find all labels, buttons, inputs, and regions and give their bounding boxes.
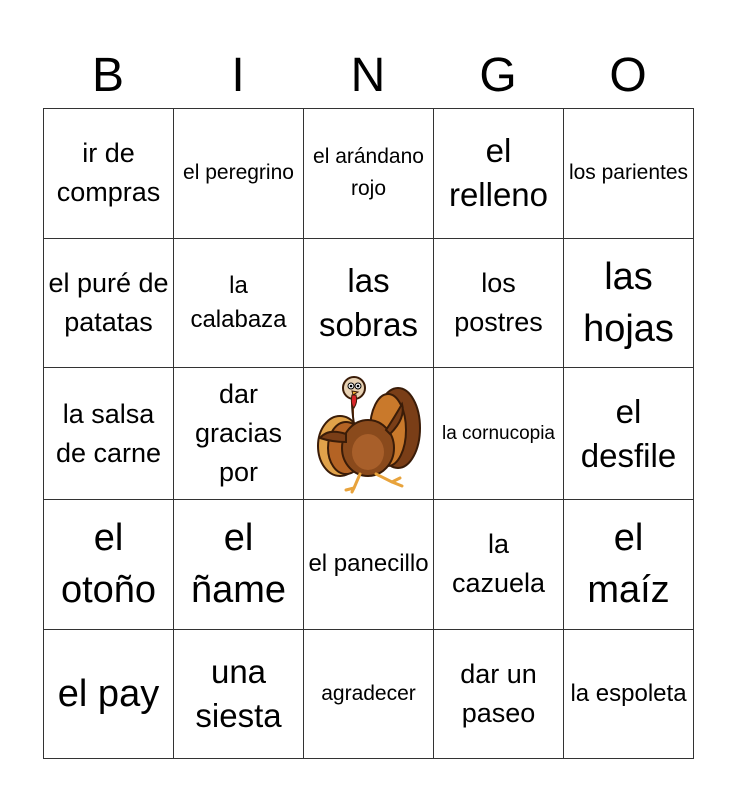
bingo-cell[interactable] [44, 500, 174, 630]
bingo-cell[interactable] [304, 500, 434, 630]
cell-text: ir de compras [56, 138, 161, 208]
board-row [44, 629, 694, 759]
bingo-cell[interactable] [44, 109, 174, 239]
bingo-cell[interactable] [564, 500, 694, 630]
bingo-cell[interactable] [304, 238, 434, 368]
cell-text: el desfile [580, 392, 677, 474]
bingo-cell[interactable] [174, 109, 304, 239]
board-row [44, 109, 694, 239]
cell-text: el maíz [587, 517, 670, 612]
cell-text: la espoleta [570, 680, 687, 708]
bingo-cell[interactable] [304, 629, 434, 759]
bingo-cell[interactable] [174, 500, 304, 630]
cell-text: los parientes [568, 161, 689, 185]
bingo-cell[interactable] [434, 368, 564, 500]
cell-text: los postres [454, 267, 543, 337]
bingo-cell[interactable] [434, 238, 564, 368]
bingo-cell[interactable] [174, 368, 304, 500]
bingo-cell[interactable] [44, 238, 174, 368]
cell-text: la calabaza [190, 271, 287, 333]
bingo-cell[interactable] [564, 109, 694, 239]
bingo-cell[interactable] [564, 368, 694, 500]
bingo-cell[interactable] [44, 629, 174, 759]
cell-text: el peregrino [183, 161, 294, 185]
cell-text: el puré de patatas [48, 267, 169, 337]
board-row [44, 238, 694, 368]
cell-text: dar gracias por [194, 379, 283, 488]
cell-text: las sobras [318, 261, 419, 343]
cell-text: el relleno [448, 132, 549, 214]
free-space-cell[interactable] [304, 368, 434, 500]
bingo-cell[interactable] [434, 629, 564, 759]
cell-text: dar un paseo [460, 659, 537, 729]
cell-text: el ñame [190, 517, 287, 612]
board-row [44, 500, 694, 630]
cell-text: el pay [57, 673, 160, 716]
header-letter-b: B [91, 49, 124, 102]
bingo-cell[interactable] [434, 109, 564, 239]
cell-text: la salsa de carne [55, 398, 162, 468]
bingo-board [43, 108, 694, 759]
bingo-cell[interactable] [174, 629, 304, 759]
bingo-cell[interactable] [174, 238, 304, 368]
cell-text: una siesta [195, 653, 282, 735]
bingo-header [43, 44, 693, 108]
bingo-cell[interactable] [564, 629, 694, 759]
bingo-cell[interactable] [434, 500, 564, 630]
cell-text: las hojas [583, 255, 674, 350]
cell-text: el panecillo [308, 550, 429, 578]
cell-text: el arándano rojo [313, 145, 424, 201]
header-letter-g: G [479, 49, 517, 102]
cell-text: agradecer [321, 682, 416, 706]
header-letter-o: O [609, 49, 647, 102]
cell-text: el otoño [60, 517, 157, 612]
turkey-icon [306, 368, 432, 494]
cell-text: la cornucopia [441, 423, 556, 445]
header-letter-n: N [350, 49, 386, 102]
cell-text: la cazuela [451, 529, 546, 599]
bingo-cell[interactable] [304, 109, 434, 239]
board-row [44, 368, 694, 500]
bingo-cell[interactable] [44, 368, 174, 500]
bingo-cell[interactable] [564, 238, 694, 368]
header-letter-i: I [231, 49, 245, 102]
